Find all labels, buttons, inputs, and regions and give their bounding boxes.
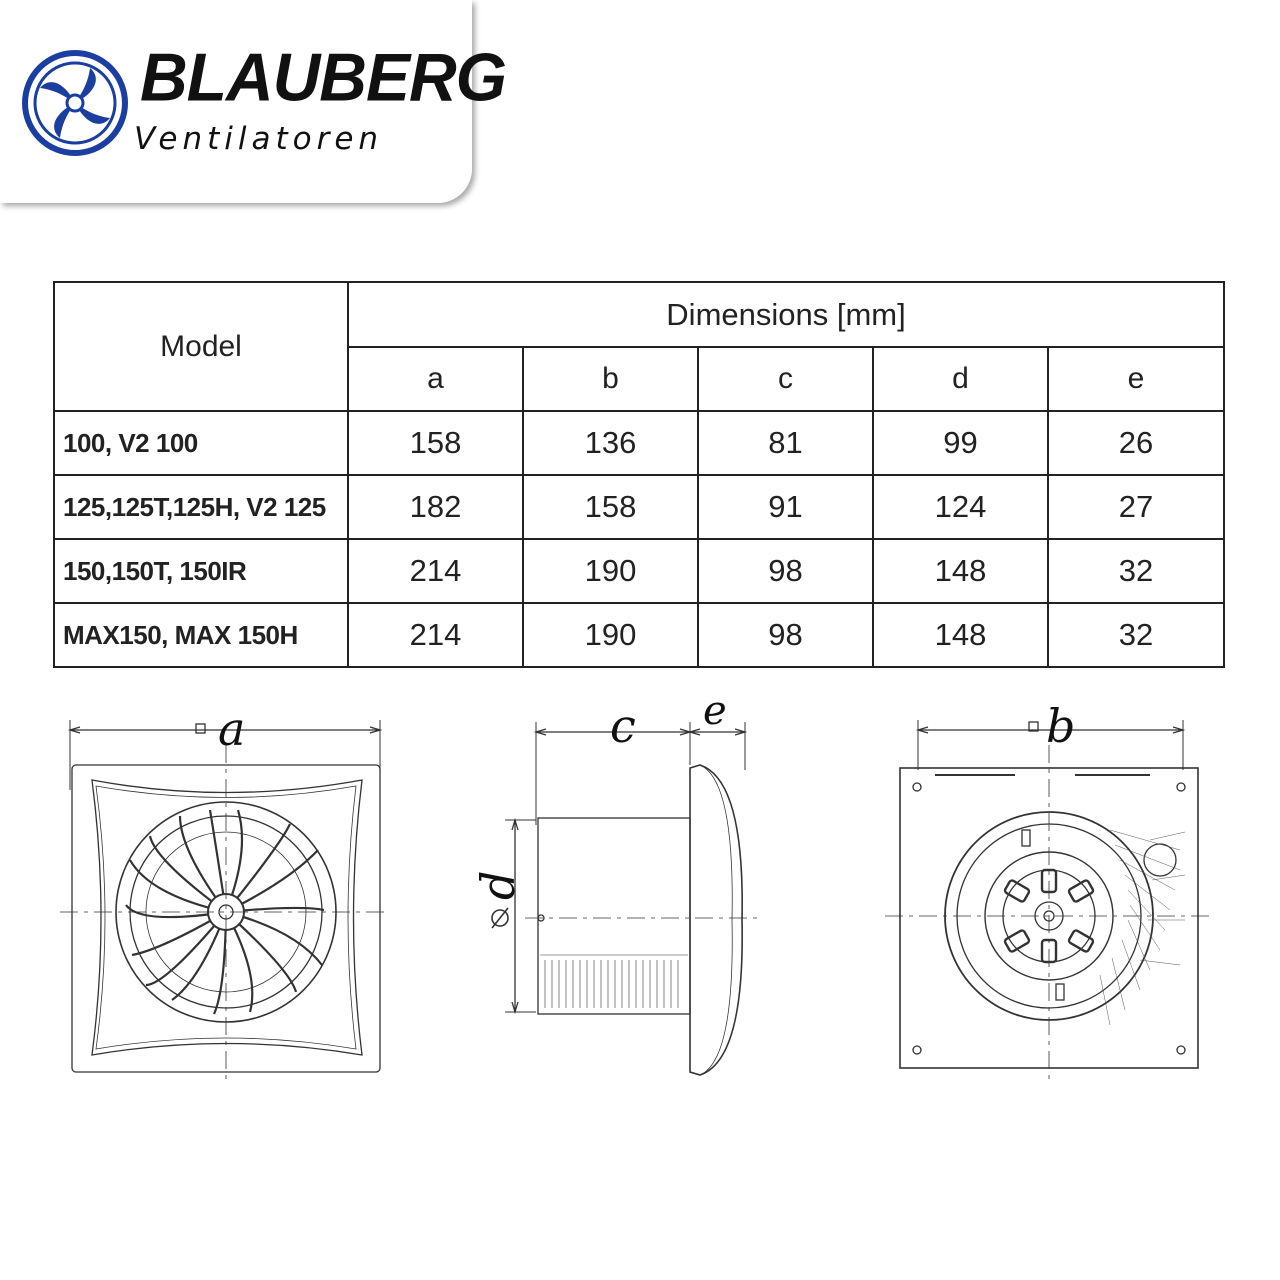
technical-drawings (0, 690, 1280, 1090)
model-header: Model (54, 282, 348, 411)
column-header-c: c (698, 347, 873, 411)
fan-logo-icon (20, 48, 130, 158)
column-header-d: d (873, 347, 1048, 411)
value-cell: 32 (1048, 539, 1224, 603)
back-dimension-label: b (1046, 699, 1076, 753)
value-cell: 98 (698, 539, 873, 603)
side-dimension-label-c: c (610, 699, 636, 753)
value-cell: 158 (348, 411, 523, 475)
value-cell: 26 (1048, 411, 1224, 475)
value-cell: 190 (523, 539, 698, 603)
column-header-b: b (523, 347, 698, 411)
model-cell: 125,125T,125H, V2 125 (54, 475, 348, 539)
logo-panel (0, 0, 506, 203)
value-cell: 32 (1048, 603, 1224, 667)
brand-subtitle: Ventilatoren (134, 121, 384, 157)
dimensions-header: Dimensions [mm] (348, 282, 1224, 347)
value-cell: 124 (873, 475, 1048, 539)
value-cell: 99 (873, 411, 1048, 475)
value-cell: 148 (873, 539, 1048, 603)
value-cell: 136 (523, 411, 698, 475)
side-dimension-label-d: d (471, 870, 525, 900)
value-cell: 81 (698, 411, 873, 475)
table-row (54, 539, 1224, 603)
back-view-drawing (885, 720, 1215, 1085)
value-cell: 27 (1048, 475, 1224, 539)
value-cell: 182 (348, 475, 523, 539)
front-view-drawing (60, 720, 390, 1085)
brand-name: BLAUBERG (140, 39, 506, 115)
value-cell: 158 (523, 475, 698, 539)
value-cell: 148 (873, 603, 1048, 667)
model-cell: 100, V2 100 (54, 411, 348, 475)
front-dimension-label: a (218, 702, 246, 756)
table-row (54, 411, 1224, 475)
column-header-a: a (348, 347, 523, 411)
dimensions-table (53, 281, 1225, 668)
value-cell: 214 (348, 603, 523, 667)
value-cell: 98 (698, 603, 873, 667)
value-cell: 190 (523, 603, 698, 667)
side-dimension-label-e: e (703, 690, 727, 734)
table-row (54, 475, 1224, 539)
model-cell: 150,150T, 150IR (54, 539, 348, 603)
side-view-drawing (492, 722, 760, 1075)
value-cell: 91 (698, 475, 873, 539)
table-row (54, 603, 1224, 667)
value-cell: 214 (348, 539, 523, 603)
column-header-e: e (1048, 347, 1224, 411)
model-cell: MAX150, MAX 150H (54, 603, 348, 667)
